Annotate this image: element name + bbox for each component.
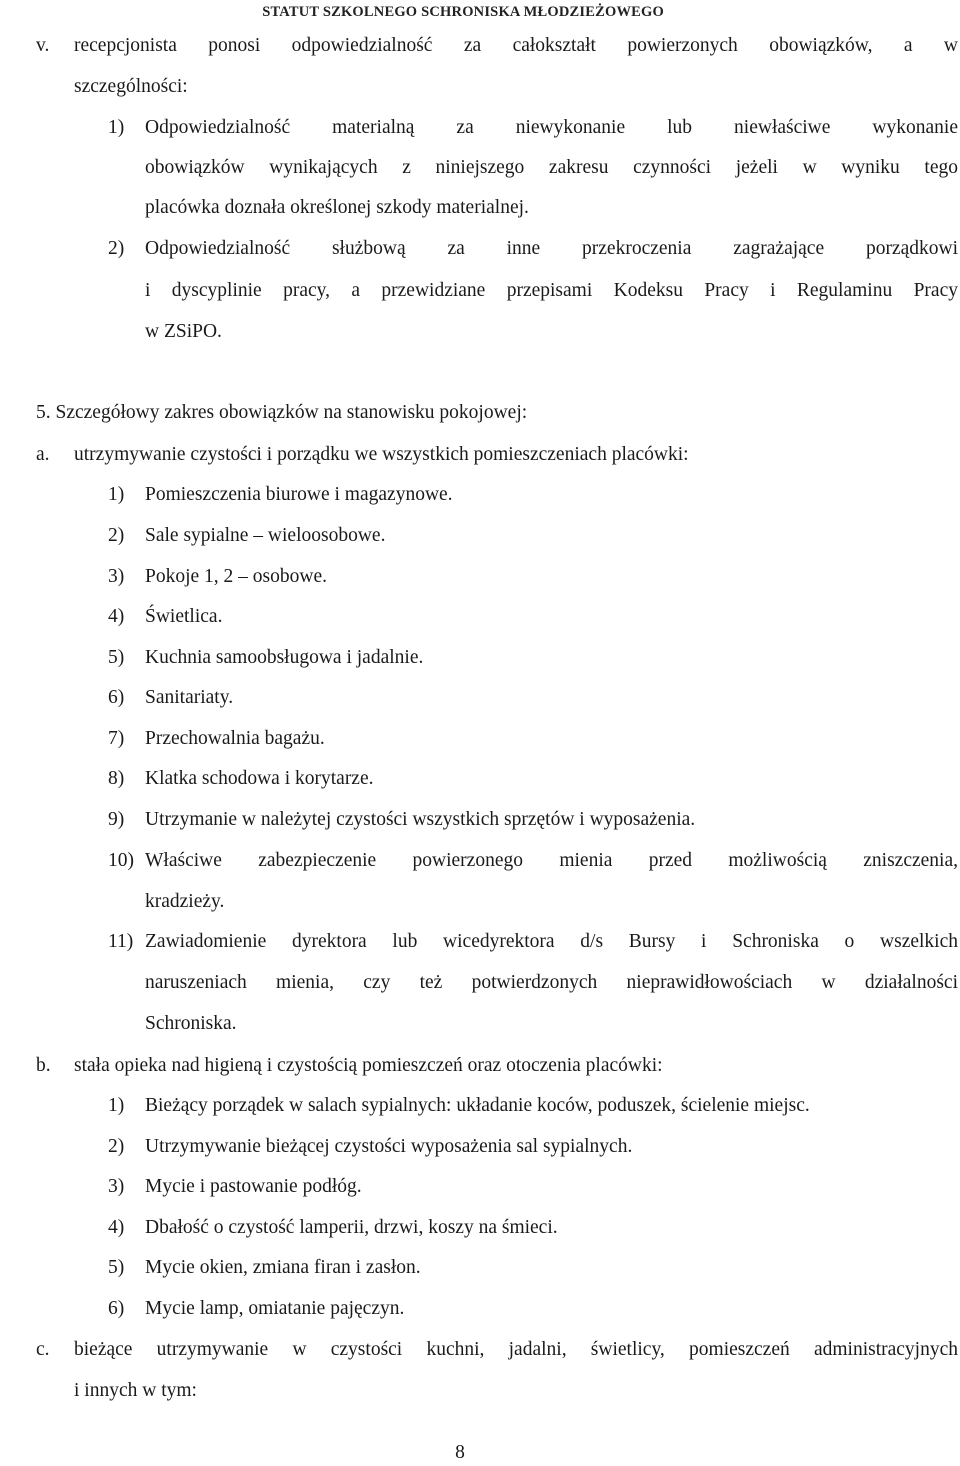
b-item-2-number: 2) xyxy=(108,1136,125,1157)
a-item-6-number: 6) xyxy=(108,687,125,708)
item-v-sub2-number: 2) xyxy=(108,238,125,259)
a-item-3-text: Pokoje 1, 2 – osobowe. xyxy=(145,566,327,587)
b-item-1-number: 1) xyxy=(108,1095,125,1116)
item-v-line-1: recepcjonista ponosi odpowiedzialność za całokształt powierzonych obowiązków, a w xyxy=(74,35,958,56)
a-item-6-text: Sanitariaty. xyxy=(145,687,234,708)
b-item-3-number: 3) xyxy=(108,1176,125,1197)
a-item-1-number: 1) xyxy=(108,484,125,505)
b-item-5-number: 5) xyxy=(108,1257,125,1278)
b-item-6-number: 6) xyxy=(108,1298,125,1319)
b-item-2-text: Utrzymywanie bieżącej czystości wyposażenia sal sypialnych. xyxy=(145,1136,633,1157)
item-v-sub1-number: 1) xyxy=(108,117,125,138)
item-v-sub1-line-1: Odpowiedzialność materialną za niewykonanie lub niewłaściwe wykonanie xyxy=(145,117,958,138)
a-item-11-line-3: Schroniska. xyxy=(145,1013,237,1034)
section-b-text: stała opieka nad higieną i czystością pomieszczeń oraz otoczenia placówki: xyxy=(74,1055,663,1076)
a-item-3-number: 3) xyxy=(108,566,125,587)
item-v-sub2-line-3: w ZSiPO. xyxy=(145,321,222,342)
a-item-8-number: 8) xyxy=(108,768,125,789)
a-item-5-number: 5) xyxy=(108,647,125,668)
a-item-9-number: 9) xyxy=(108,809,125,830)
document-header: STATUT SZKOLNEGO SCHRONISKA MŁODZIEŻOWEGO xyxy=(262,4,664,20)
a-item-11-line-2: naruszeniach mienia, czy też potwierdzonych nieprawidłowościach w działalności xyxy=(145,972,958,993)
a-item-10-line-2: kradzieży. xyxy=(145,891,225,912)
section-c-marker: c. xyxy=(36,1339,50,1360)
a-item-7-text: Przechowalnia bagażu. xyxy=(145,728,325,749)
a-item-2-number: 2) xyxy=(108,525,125,546)
a-item-4-number: 4) xyxy=(108,606,125,627)
b-item-5-text: Mycie okien, zmiana firan i zasłon. xyxy=(145,1257,421,1278)
section-b-marker: b. xyxy=(36,1055,51,1076)
item-v-sub2-line-1: Odpowiedzialność służbową za inne przekroczenia zagrażające porządkowi xyxy=(145,238,958,259)
a-item-9-text: Utrzymanie w należytej czystości wszystkich sprzętów i wyposażenia. xyxy=(145,809,696,830)
item-v-sub2-line-2: i dyscyplinie pracy, a przewidziane przepisami Kodeksu Pracy i Regulaminu Pracy xyxy=(145,280,958,301)
a-item-4-text: Świetlica. xyxy=(145,606,223,627)
a-item-1-text: Pomieszczenia biurowe i magazynowe. xyxy=(145,484,453,505)
a-item-11-number: 11) xyxy=(108,931,134,952)
section-c-line-1: bieżące utrzymywanie w czystości kuchni, jadalni, świetlicy, pomieszczeń administracyjnych xyxy=(74,1339,958,1360)
item-v-line-2: szczególności: xyxy=(74,76,188,97)
section-a-marker: a. xyxy=(36,444,50,465)
b-item-4-number: 4) xyxy=(108,1217,125,1238)
a-item-11-line-1: Zawiadomienie dyrektora lub wicedyrektora d/s Bursy i Schroniska o wszelkich xyxy=(145,931,958,952)
a-item-7-number: 7) xyxy=(108,728,125,749)
item-v-sub1-line-2: obowiązków wynikających z niniejszego zakresu czynności jeżeli w wyniku tego xyxy=(145,157,958,178)
a-item-10-number: 10) xyxy=(108,850,134,871)
b-item-1-text: Bieżący porządek w salach sypialnych: układanie koców, poduszek, ścielenie miejsc. xyxy=(145,1095,810,1116)
a-item-8-text: Klatka schodowa i korytarze. xyxy=(145,768,374,789)
b-item-6-text: Mycie lamp, omiatanie pajęczyn. xyxy=(145,1298,405,1319)
b-item-3-text: Mycie i pastowanie podłóg. xyxy=(145,1176,362,1197)
section-5-heading: 5. Szczegółowy zakres obowiązków na stanowisku pokojowej: xyxy=(36,402,528,423)
b-item-4-text: Dbałość o czystość lamperii, drzwi, koszy na śmieci. xyxy=(145,1217,558,1238)
item-v-marker: v. xyxy=(36,35,50,56)
section-a-text: utrzymywanie czystości i porządku we wszystkich pomieszczeniach placówki: xyxy=(74,444,689,465)
section-c-line-2: i innych w tym: xyxy=(74,1380,197,1401)
a-item-2-text: Sale sypialne – wieloosobowe. xyxy=(145,525,386,546)
page-number: 8 xyxy=(455,1442,465,1463)
a-item-10-line-1: Właściwe zabezpieczenie powierzonego mienia przed możliwością zniszczenia, xyxy=(145,850,958,871)
item-v-sub1-line-3: placówka doznała określonej szkody materialnej. xyxy=(145,197,529,218)
a-item-5-text: Kuchnia samoobsługowa i jadalnie. xyxy=(145,647,424,668)
